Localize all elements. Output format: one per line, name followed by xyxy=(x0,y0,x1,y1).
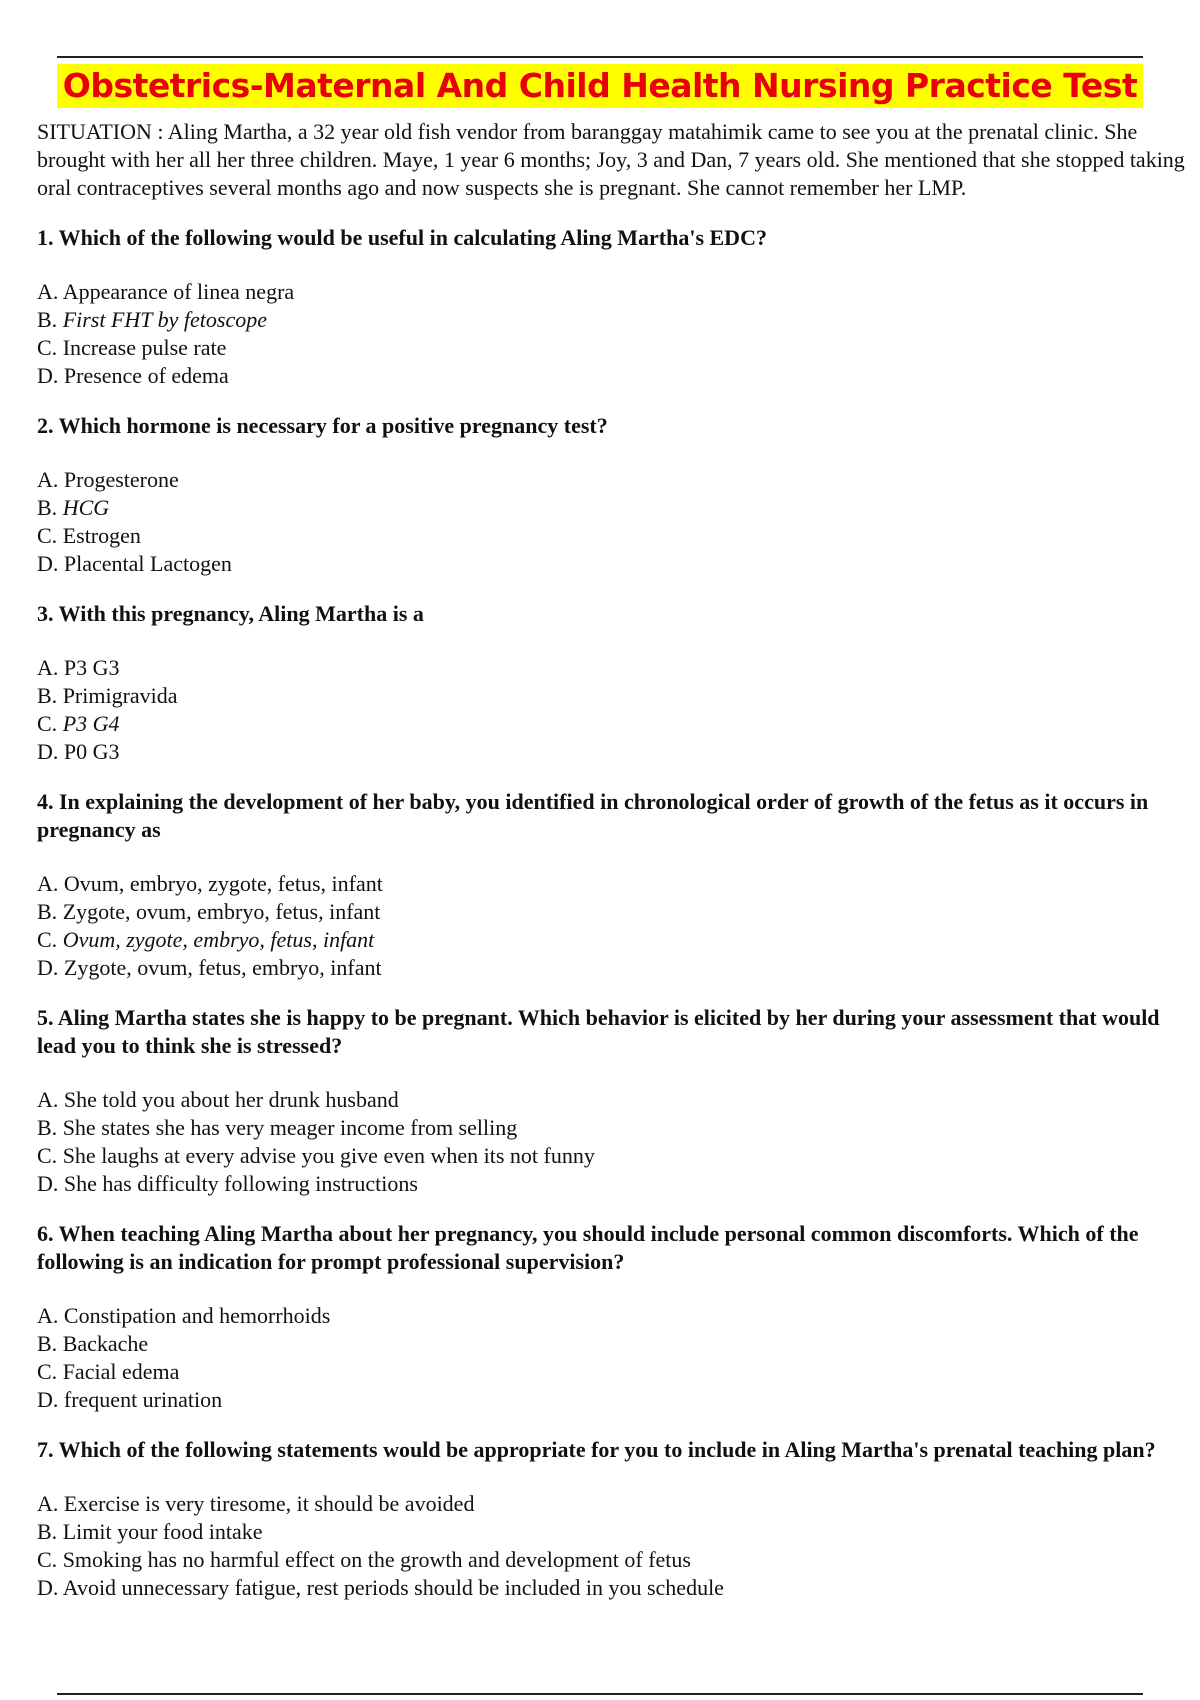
option-c: C. She laughs at every advise you give even when its not funny xyxy=(37,1143,595,1168)
option-d: D. frequent urination xyxy=(37,1387,223,1412)
option-a: A. Constipation and hemorrhoids xyxy=(37,1303,331,1328)
option-a: A. Ovum, embryo, zygote, fetus, infant xyxy=(37,871,383,896)
option-a: A. P3 G3 xyxy=(37,655,120,680)
question-4 xyxy=(37,788,1197,982)
option-c: C. Ovum, zygote, embryo, fetus, infant xyxy=(37,927,375,952)
bottom-rule xyxy=(57,1693,1143,1695)
option-c: C. Increase pulse rate xyxy=(37,335,227,360)
question-text: 3. With this pregnancy, Aling Martha is a xyxy=(37,601,424,626)
option-b: B. First FHT by fetoscope xyxy=(37,307,267,332)
option-b: B. Primigravida xyxy=(37,683,178,708)
question-5 xyxy=(37,1004,1197,1198)
option-c: C. Smoking has no harmful effect on the growth and development of fetus xyxy=(37,1547,691,1572)
question-text: 6. When teaching Aling Martha about her pregnancy, you should include personal common discomforts. Which of the following is an indication for prompt professional supervision? xyxy=(37,1221,1139,1274)
question-text: 5. Aling Martha states she is happy to be pregnant. Which behavior is elicited by her during your assessment that would lead you to think she is stressed? xyxy=(37,1005,1160,1058)
option-a: A. She told you about her drunk husband xyxy=(37,1087,399,1112)
option-c: C. P3 G4 xyxy=(37,711,120,736)
title-container xyxy=(0,64,1200,108)
option-a: A. Exercise is very tiresome, it should be avoided xyxy=(37,1491,475,1516)
option-c: C. Facial edema xyxy=(37,1359,180,1384)
option-a: A. Progesterone xyxy=(37,467,179,492)
question-text: 7. Which of the following statements would be appropriate for you to include in Aling Martha's prenatal teaching plan? xyxy=(37,1437,1156,1462)
question-7 xyxy=(37,1436,1197,1602)
option-b: B. She states she has very meager income from selling xyxy=(37,1115,518,1140)
option-d: D. Placental Lactogen xyxy=(37,551,232,576)
question-text: 1. Which of the following would be useful in calculating Aling Martha's EDC? xyxy=(37,225,767,250)
document-title: Obstetrics-Maternal And Child Health Nursing Practice Test xyxy=(57,64,1143,108)
situation-paragraph: SITUATION : Aling Martha, a 32 year old fish vendor from baranggay matahimik came to see you at the prenatal clinic. She brought with her all her three children. Maye, 1 year 6 months; Joy, 3 and Dan, 7 years old. She mentioned that she stopped taking oral contraceptives several months ago and now suspects she is pregnant. She cannot remember her LMP. xyxy=(37,119,1185,200)
question-6 xyxy=(37,1220,1197,1414)
question-3 xyxy=(37,600,1197,766)
option-a: A. Appearance of linea negra xyxy=(37,279,295,304)
option-d: D. She has difficulty following instructions xyxy=(37,1171,418,1196)
option-b: B. Limit your food intake xyxy=(37,1519,263,1544)
question-2 xyxy=(37,412,1197,578)
question-text: 2. Which hormone is necessary for a positive pregnancy test? xyxy=(37,413,608,438)
question-1 xyxy=(37,224,1197,390)
option-b: B. Zygote, ovum, embryo, fetus, infant xyxy=(37,899,381,924)
option-d: D. P0 G3 xyxy=(37,739,120,764)
document-body xyxy=(37,118,1197,1602)
option-d: D. Avoid unnecessary fatigue, rest periods should be included in you schedule xyxy=(37,1575,724,1600)
option-c: C. Estrogen xyxy=(37,523,141,548)
top-rule xyxy=(57,56,1143,58)
option-d: D. Presence of edema xyxy=(37,363,229,388)
option-b: B. HCG xyxy=(37,495,110,520)
question-text: 4. In explaining the development of her baby, you identified in chronological order of growth of the fetus as it occurs in pregnancy as xyxy=(37,789,1149,842)
option-d: D. Zygote, ovum, fetus, embryo, infant xyxy=(37,955,382,980)
option-b: B. Backache xyxy=(37,1331,149,1356)
